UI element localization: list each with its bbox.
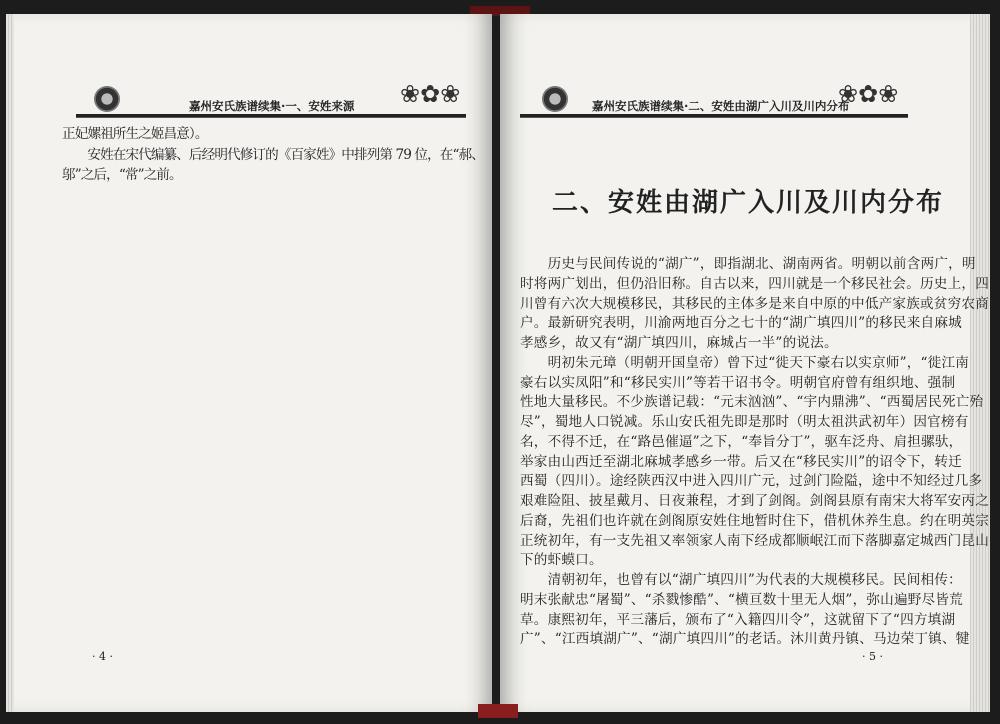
page-number: · 5 · [862,650,883,663]
emblem-icon [542,86,568,112]
right-page [500,14,989,712]
page-number: · 4 · [92,650,113,663]
text-line: 历史与民间传说的“湖广”，即指湖北、湖南两省。明朝以前含两广，明 [520,256,976,272]
text-line: 豪右以实凤阳”和“移民实川”等若干诏书令。明朝官府曾有组织地、强制 [520,374,956,391]
text-line: 正统初年，有一支先祖又率领家人南下经成都顺岷江而下落脚嘉定城西门昆山 [520,532,989,549]
text-line: 正妃嫘祖所生之姬昌意）。 [62,126,208,142]
text-line: 孝感乡，故又有“湖广填四川，麻城占一半”的说法。 [520,335,838,351]
text-line: 明末张献忠“屠蜀”、“杀戮惨酷”、“横亘数十里无人烟”，弥山遍野尽皆荒 [520,591,963,608]
text-line: 西蜀（四川）。途经陕西汉中进入四川广元，过剑门险隘，途中不知经过几多 [520,473,983,490]
text-line: 尽”，蜀地人口锐减。乐山安氏祖先即是那时（明太祖洪武初年）因官榜有 [520,414,969,430]
header-rule [76,114,466,118]
text-line: 举家由山西迁至湖北麻城孝感乡一带。后又在“移民实川”的诏令下，转迁 [520,453,962,470]
text-line: 性地大量移民。不少族谱记载：“元末汹汹”、“宇内鼎沸”、“西蜀居民死亡殆 [520,394,984,411]
running-header: 嘉州安氏族谱续集·一、安姓来源 [189,99,355,113]
text-line: 户。最新研究表明，川渝两地百分之七十的“湖广填四川”的移民来自麻城 [520,315,962,332]
text-line: 后裔，先祖们也许就在剑阁原安姓住地暂时住下，借机休养生息。约在明英宗 [520,512,989,529]
left-page [14,14,492,712]
text-line: 安姓在宋代编纂、后经明代修订的《百家姓》中排列第 79 位，在“郝、 [62,146,484,163]
flower-ornament-icon: ❀✿❀ [400,80,461,108]
text-line: 下的虾蟆口。 [520,552,603,569]
text-line: 明初朱元璋（明朝开国皇帝）曾下过“徙天下豪右以实京师”，“徙江南 [520,354,970,371]
page-edges-right [968,14,990,712]
text-line: 清朝初年，也曾有以“湖广填四川”为代表的大规模移民。民间相传： [520,572,962,588]
chapter-title: 二、安姓由湖广入川及川内分布 [552,188,945,218]
header-rule [520,114,908,118]
text-line: 时将两广划出，但仍沿旧称。自古以来，四川就是一个移民社会。历史上，四 [520,275,989,292]
text-line: 艰难险阻、披星戴月、日夜兼程，才到了剑阁。剑阁县原有南宋大将军安丙之 [520,493,989,509]
text-line: 邬”之后，“常”之前。 [62,167,182,183]
text-line: 川曾有六次大规模移民，其移民的主体多是来自中原的中低产家族或贫穷农商 [520,295,989,312]
text-line: 广”、“江西填湖广”、“湖广填四川”的老话。沐川黄丹镇、马边荣丁镇、犍 [520,631,970,648]
flower-ornament-icon: ❀✿❀ [838,80,899,108]
text-line: 草。康熙初年，平三藩后，颁布了“入籍四川令”，这就留下了“四方填湖 [520,611,956,628]
text-line: 名，不得不迁，在“路邑催逼”之下，“奉旨分丁”，驱车泛舟、肩担骡驮， [520,433,963,450]
running-header: 嘉州安氏族谱续集·二、安姓由湖广入川及川内分布 [592,99,850,113]
book-spine [478,704,518,718]
emblem-icon [94,86,120,112]
